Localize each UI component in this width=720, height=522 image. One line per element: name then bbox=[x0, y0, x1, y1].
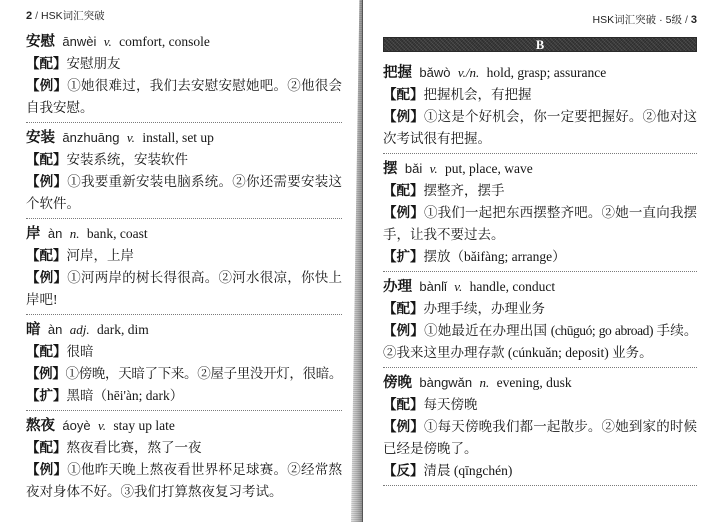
example-line-continued bbox=[26, 97, 342, 119]
example-line-continued bbox=[26, 289, 342, 311]
headword: 暗 bbox=[26, 322, 41, 338]
extension-line bbox=[26, 385, 342, 407]
collocation-tag: 【配】 bbox=[383, 397, 424, 412]
entry-headline bbox=[383, 62, 697, 84]
example-text: 个软件。 bbox=[26, 196, 80, 211]
running-head-right bbox=[593, 12, 697, 27]
entry-headline bbox=[26, 415, 342, 437]
example-line-continued bbox=[383, 342, 697, 364]
separator: / bbox=[35, 10, 39, 22]
example-tag: 【例】 bbox=[383, 323, 425, 338]
example-tag: 【例】 bbox=[26, 78, 68, 93]
example-text: 已经是傍晚了。 bbox=[383, 441, 478, 456]
example-text: 次考试很有把握。 bbox=[383, 131, 491, 146]
extension-line bbox=[383, 246, 697, 268]
antonym-tag: 【反】 bbox=[383, 463, 424, 478]
collocation-tag: 【配】 bbox=[383, 301, 424, 316]
definition: handle, conduct bbox=[469, 279, 556, 294]
part-of-speech: v. bbox=[429, 161, 438, 176]
collocation-text: 安慰朋友 bbox=[66, 56, 121, 71]
headword: 熬夜 bbox=[26, 418, 55, 434]
example-line bbox=[26, 171, 342, 193]
part-of-speech: adj. bbox=[69, 322, 90, 337]
example-tag: 【例】 bbox=[26, 270, 68, 285]
entry-anwei bbox=[26, 31, 342, 123]
entry-an-bank bbox=[26, 223, 342, 315]
entry-headline bbox=[383, 372, 697, 394]
extension-tag: 【扩】 bbox=[383, 249, 424, 264]
collocation-text: 每天傍晚 bbox=[423, 397, 478, 412]
entry-headline bbox=[26, 319, 342, 341]
book-title: HSK词汇突破 bbox=[592, 14, 657, 26]
example-tag: 【例】 bbox=[383, 205, 424, 220]
part-of-speech: v./n. bbox=[457, 65, 480, 80]
collocation-line bbox=[26, 245, 342, 267]
level: 5级 bbox=[665, 14, 682, 26]
part-of-speech: n. bbox=[69, 226, 80, 241]
definition: dark, dim bbox=[96, 322, 149, 337]
headword: 摆 bbox=[383, 161, 398, 177]
collocation-line bbox=[383, 298, 697, 320]
antonym-line bbox=[383, 460, 697, 482]
pinyin: bǎwò bbox=[419, 65, 451, 80]
pinyin: àn bbox=[47, 322, 63, 337]
page-number: 2 bbox=[26, 10, 33, 22]
example-text: ①傍晚，天暗了下来。②屋子里没开灯，很暗。 bbox=[65, 366, 342, 381]
part-of-speech: v. bbox=[97, 418, 107, 433]
collocation-text: 办理手续，办理业务 bbox=[423, 301, 545, 316]
example-line-continued bbox=[26, 481, 342, 503]
collocation-line bbox=[26, 341, 342, 363]
collocation-tag: 【配】 bbox=[383, 183, 424, 198]
definition: put, place, wave bbox=[445, 161, 533, 176]
example-text: ①我们一起把东西摆整齐吧。②她一直向我摆 bbox=[423, 205, 698, 220]
collocation-text: 很暗 bbox=[66, 344, 94, 359]
collocation-tag: 【配】 bbox=[26, 152, 67, 167]
entry-headline bbox=[383, 158, 697, 180]
headword: 安装 bbox=[26, 130, 55, 146]
part-of-speech: v. bbox=[454, 279, 463, 294]
definition: stay up late bbox=[113, 418, 175, 433]
collocation-line bbox=[383, 84, 697, 106]
entry-bai bbox=[383, 158, 697, 272]
example-line bbox=[383, 416, 697, 438]
example-text: 自我安慰。 bbox=[26, 100, 94, 115]
pinyin: ānzhuāng bbox=[62, 130, 120, 145]
entry-list bbox=[383, 62, 697, 490]
collocation-line bbox=[383, 394, 697, 416]
definition: evening, dusk bbox=[496, 375, 572, 390]
entry-headline bbox=[26, 127, 342, 149]
collocation-line bbox=[383, 180, 697, 202]
collocation-line bbox=[26, 437, 342, 459]
entry-bawo bbox=[383, 62, 697, 154]
headword: 办理 bbox=[383, 279, 412, 295]
example-tag: 【例】 bbox=[26, 366, 66, 381]
extension-tag: 【扩】 bbox=[26, 388, 67, 403]
definition: comfort, console bbox=[119, 34, 210, 49]
collocation-tag: 【配】 bbox=[26, 344, 67, 359]
entry-banli bbox=[383, 276, 697, 368]
headword: 把握 bbox=[383, 65, 412, 81]
running-head-left bbox=[26, 8, 105, 23]
page-number: 3 bbox=[690, 14, 697, 26]
entry-aoye bbox=[26, 415, 342, 506]
collocation-line bbox=[26, 149, 342, 171]
entry-anzhuang bbox=[26, 127, 342, 219]
entry-bangwan bbox=[383, 372, 697, 486]
example-line bbox=[26, 267, 342, 289]
example-line bbox=[383, 106, 697, 128]
example-line-continued bbox=[26, 193, 342, 215]
example-line bbox=[383, 320, 697, 342]
example-line-continued bbox=[383, 224, 697, 246]
part-of-speech: v. bbox=[103, 34, 112, 49]
entry-list bbox=[26, 31, 342, 510]
antonym-text: 清晨 (qīngchén) bbox=[423, 463, 513, 478]
pinyin: àn bbox=[47, 226, 63, 241]
example-text: 岸吧! bbox=[26, 292, 58, 307]
extension-text: 摆放（bǎifàng; arrange） bbox=[423, 249, 566, 264]
headword: 傍晚 bbox=[383, 375, 412, 391]
entry-headline bbox=[26, 223, 342, 245]
collocation-tag: 【配】 bbox=[26, 56, 67, 71]
pinyin: áoyè bbox=[62, 418, 91, 433]
example-text: ①河两岸的树长得很高。②河水很凉，你快上 bbox=[67, 270, 342, 285]
example-tag: 【例】 bbox=[26, 462, 68, 477]
pinyin: bànlǐ bbox=[419, 279, 447, 294]
example-tag: 【例】 bbox=[383, 419, 424, 434]
definition: hold, grasp; assurance bbox=[486, 65, 607, 80]
headword: 安慰 bbox=[26, 34, 55, 50]
definition: bank, coast bbox=[86, 226, 148, 241]
collocation-text: 摆整齐，摆手 bbox=[423, 183, 505, 198]
example-tag: 【例】 bbox=[383, 109, 424, 124]
headword: 岸 bbox=[26, 226, 41, 242]
separator: / bbox=[684, 14, 688, 26]
section-letter-bar bbox=[383, 37, 697, 52]
collocation-text: 熬夜看比赛，熬了一夜 bbox=[66, 440, 202, 455]
dot-separator: · bbox=[659, 14, 663, 26]
entry-headline bbox=[383, 276, 697, 298]
section-letter: B bbox=[535, 38, 545, 52]
collocation-text: 把握机会，有把握 bbox=[423, 87, 532, 102]
example-line bbox=[383, 202, 697, 224]
left-page bbox=[0, 0, 352, 522]
example-line-continued bbox=[383, 438, 697, 460]
right-page bbox=[363, 0, 720, 522]
pinyin: bàngwǎn bbox=[419, 375, 473, 390]
example-text: ①他昨天晚上熬夜看世界杯足球赛。②经常熬 bbox=[67, 462, 342, 477]
example-line-continued bbox=[383, 128, 697, 150]
collocation-tag: 【配】 bbox=[383, 87, 424, 102]
example-text: ①每天傍晚我们都一起散步。②她到家的时候 bbox=[423, 419, 698, 434]
part-of-speech: v. bbox=[126, 130, 135, 145]
example-text: ②我来这里办理存款 (cúnkuǎn; deposit) 业务。 bbox=[383, 345, 653, 360]
example-text: 手，让我不要过去。 bbox=[383, 227, 505, 242]
example-text: ①我要重新安装电脑系统。②你还需要安装这 bbox=[67, 174, 342, 189]
example-text: ①这是个好机会，你一定要把握好。②他对这 bbox=[423, 109, 698, 124]
extension-text: 黑暗（hēi'àn; dark） bbox=[66, 388, 184, 403]
example-text: ①她很难过，我们去安慰安慰她吧。②他很会 bbox=[67, 78, 342, 93]
definition: install, set up bbox=[142, 130, 214, 145]
collocation-text: 安装系统，安装软件 bbox=[66, 152, 188, 167]
collocation-tag: 【配】 bbox=[26, 440, 67, 455]
example-line bbox=[26, 75, 342, 97]
example-line bbox=[26, 363, 342, 385]
example-tag: 【例】 bbox=[26, 174, 68, 189]
entry-an-dark bbox=[26, 319, 342, 411]
pinyin: bǎi bbox=[404, 161, 423, 176]
part-of-speech: n. bbox=[479, 375, 490, 390]
collocation-text: 河岸，上岸 bbox=[66, 248, 134, 263]
example-line bbox=[26, 459, 342, 481]
collocation-tag: 【配】 bbox=[26, 248, 67, 263]
entry-headline bbox=[26, 31, 342, 53]
pinyin: ānwèi bbox=[62, 34, 97, 49]
book-title: HSK词汇突破 bbox=[41, 10, 105, 22]
example-text: 夜对身体不好。③我们打算熬夜复习考试。 bbox=[26, 484, 283, 499]
example-text: ①她最近在办理出国 (chūguó; go abroad) 手续。 bbox=[424, 323, 697, 338]
collocation-line bbox=[26, 53, 342, 75]
